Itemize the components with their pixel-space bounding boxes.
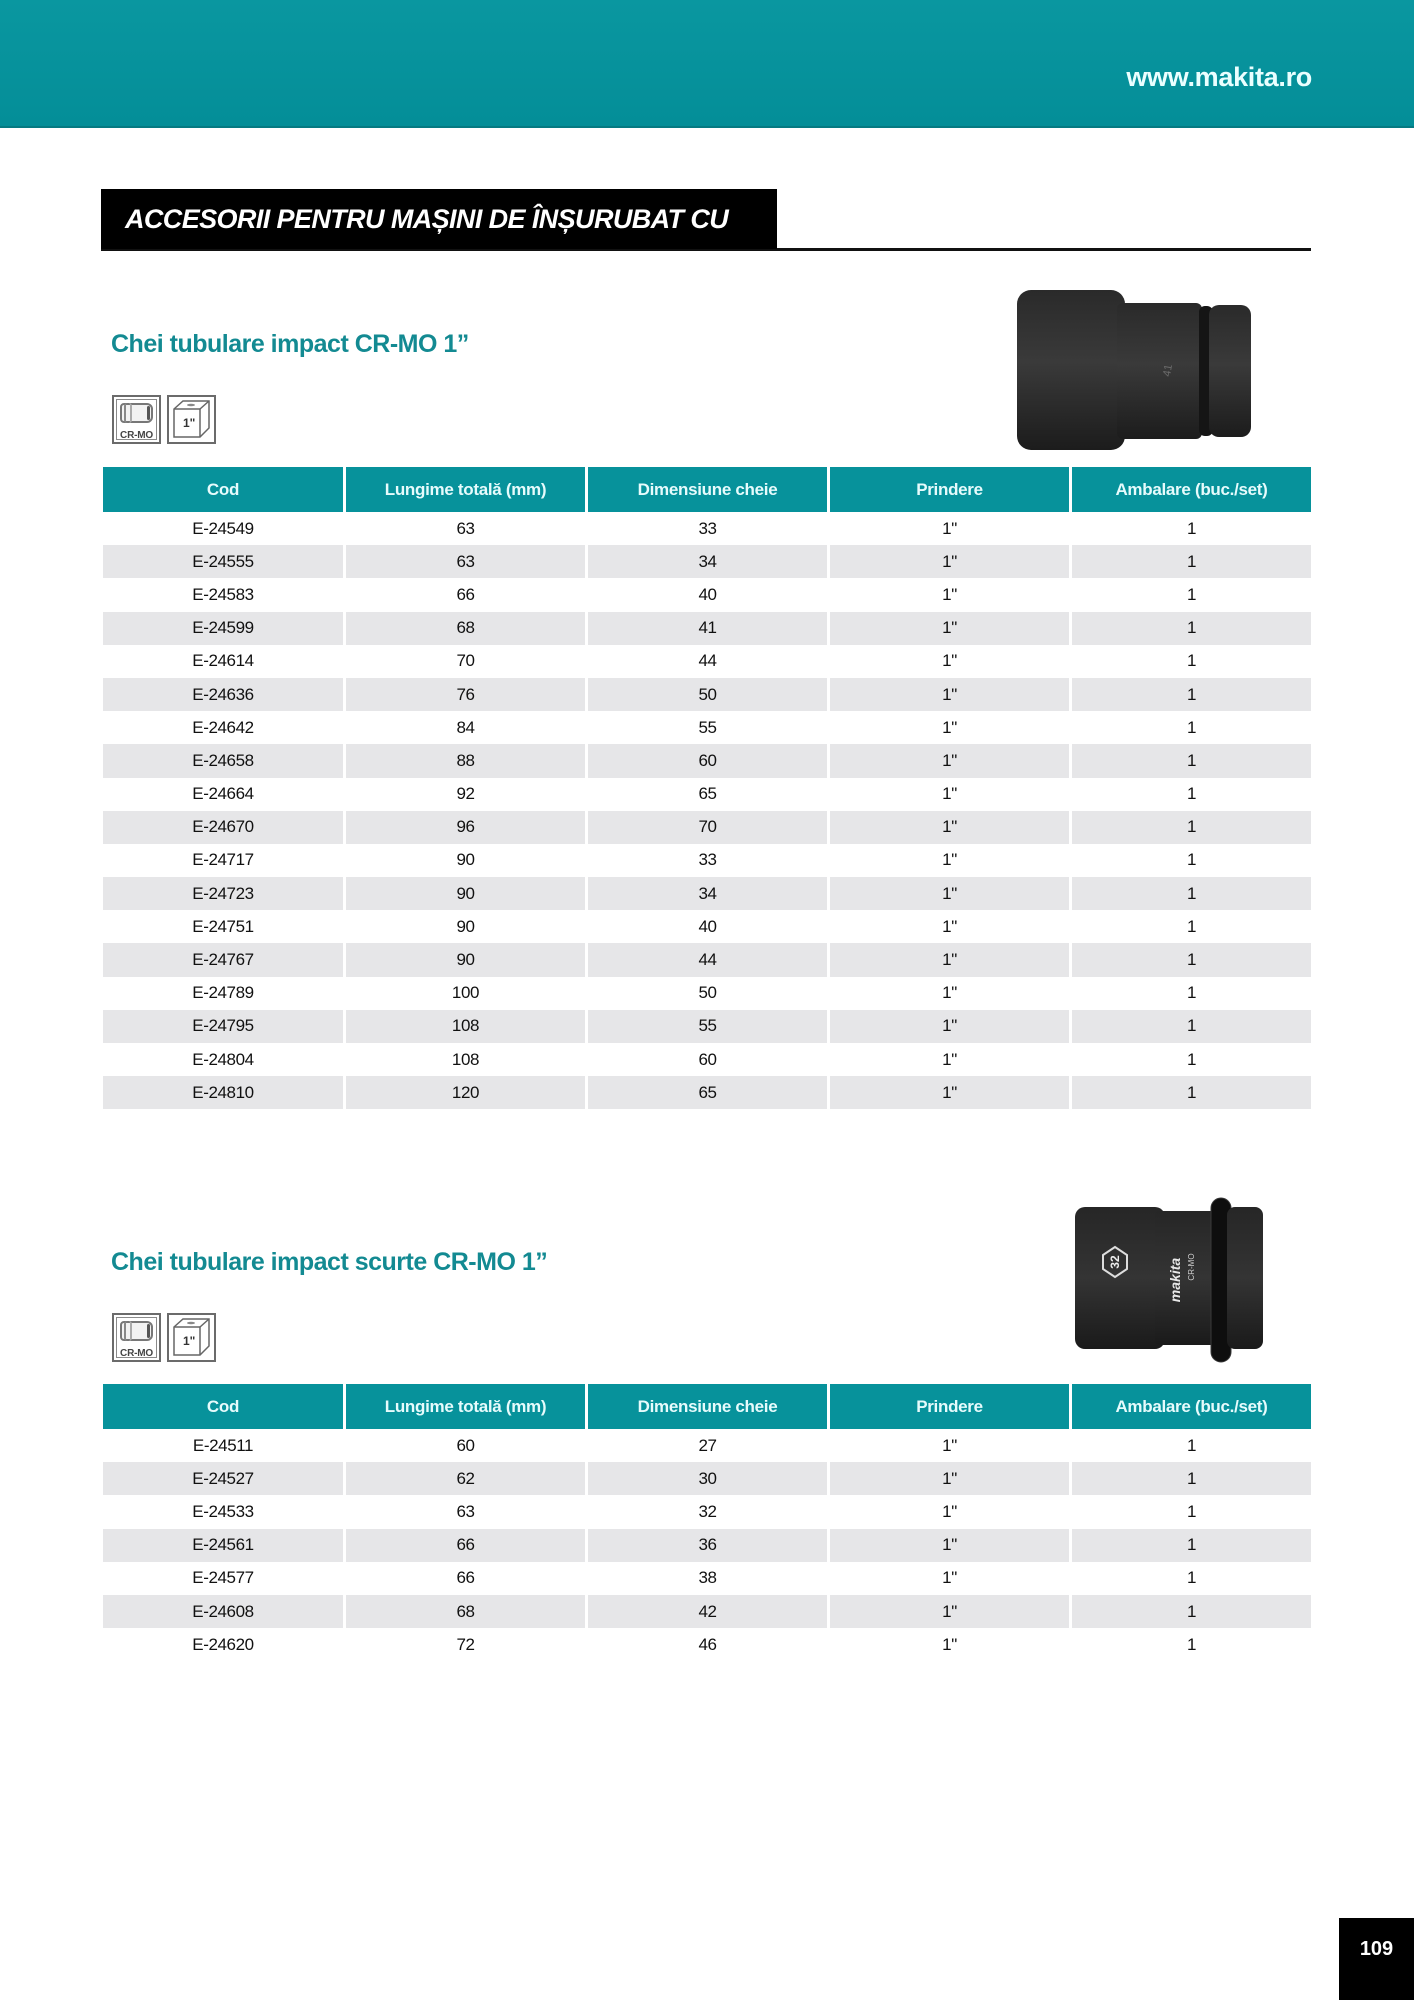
table-row bbox=[103, 977, 1311, 1010]
cell-cod: E-24751 bbox=[103, 910, 346, 943]
cell-lungime: 88 bbox=[346, 744, 588, 777]
table-row bbox=[103, 877, 1311, 910]
cell-lungime: 63 bbox=[346, 512, 588, 545]
cell-dimensiune: 32 bbox=[588, 1495, 830, 1528]
table-row bbox=[103, 910, 1311, 943]
cell-cod: E-24670 bbox=[103, 811, 346, 844]
cell-lungime: 72 bbox=[346, 1628, 588, 1661]
cell-ambalare: 1 bbox=[1072, 811, 1311, 844]
table-row bbox=[103, 1628, 1311, 1661]
cell-dimensiune: 41 bbox=[588, 612, 830, 645]
column-header-lungime: Lungime totală (mm) bbox=[346, 467, 588, 512]
cell-prindere: 1" bbox=[830, 844, 1072, 877]
cell-prindere: 1" bbox=[830, 578, 1072, 611]
table-row bbox=[103, 1010, 1311, 1043]
cell-prindere: 1" bbox=[830, 778, 1072, 811]
table-row bbox=[103, 1562, 1311, 1595]
cell-lungime: 60 bbox=[346, 1429, 588, 1462]
cell-cod: E-24664 bbox=[103, 778, 346, 811]
spec-table-long-sockets bbox=[103, 467, 1311, 1109]
cell-lungime: 90 bbox=[346, 844, 588, 877]
cell-lungime: 90 bbox=[346, 943, 588, 976]
cell-prindere: 1" bbox=[830, 612, 1072, 645]
cell-lungime: 68 bbox=[346, 612, 588, 645]
cell-dimensiune: 42 bbox=[588, 1595, 830, 1628]
table-row bbox=[103, 1495, 1311, 1528]
cell-lungime: 76 bbox=[346, 678, 588, 711]
cell-dimensiune: 33 bbox=[588, 844, 830, 877]
cell-dimensiune: 55 bbox=[588, 711, 830, 744]
cell-lungime: 84 bbox=[346, 711, 588, 744]
spec-table-short-sockets bbox=[103, 1384, 1311, 1661]
cell-cod: E-24642 bbox=[103, 711, 346, 744]
cell-prindere: 1" bbox=[830, 1529, 1072, 1562]
cell-dimensiune: 30 bbox=[588, 1462, 830, 1495]
table-row bbox=[103, 778, 1311, 811]
column-header-cod: Cod bbox=[103, 1384, 346, 1429]
cell-prindere: 1" bbox=[830, 910, 1072, 943]
cell-cod: E-24810 bbox=[103, 1076, 346, 1109]
cell-dimensiune: 50 bbox=[588, 678, 830, 711]
table-header-row bbox=[103, 1384, 1311, 1429]
cell-prindere: 1" bbox=[830, 545, 1072, 578]
cell-dimensiune: 65 bbox=[588, 1076, 830, 1109]
table-row bbox=[103, 811, 1311, 844]
table-row bbox=[103, 1462, 1311, 1495]
cell-cod: E-24636 bbox=[103, 678, 346, 711]
cell-cod: E-24620 bbox=[103, 1628, 346, 1661]
svg-text:makita: makita bbox=[1167, 1257, 1183, 1303]
cell-ambalare: 1 bbox=[1072, 1462, 1311, 1495]
cr-mo-socket-icon: CR-MO bbox=[112, 1313, 161, 1362]
table-row bbox=[103, 744, 1311, 777]
cell-ambalare: 1 bbox=[1072, 1562, 1311, 1595]
square-drive-cube-icon: 1" bbox=[167, 395, 216, 444]
table-row bbox=[103, 645, 1311, 678]
cell-lungime: 66 bbox=[346, 1562, 588, 1595]
cell-ambalare: 1 bbox=[1072, 645, 1311, 678]
cell-dimensiune: 65 bbox=[588, 778, 830, 811]
page-number: 109 bbox=[1339, 1918, 1414, 2000]
cr-mo-socket-icon: CR-MO bbox=[112, 395, 161, 444]
cell-cod: E-24511 bbox=[103, 1429, 346, 1462]
table-row bbox=[103, 943, 1311, 976]
cell-dimensiune: 44 bbox=[588, 645, 830, 678]
cell-prindere: 1" bbox=[830, 1010, 1072, 1043]
cell-cod: E-24527 bbox=[103, 1462, 346, 1495]
column-header-ambalare: Ambalare (buc./set) bbox=[1072, 467, 1311, 512]
cell-dimensiune: 34 bbox=[588, 877, 830, 910]
cell-prindere: 1" bbox=[830, 1562, 1072, 1595]
cell-ambalare: 1 bbox=[1072, 1010, 1311, 1043]
cell-lungime: 63 bbox=[346, 1495, 588, 1528]
cell-cod: E-24717 bbox=[103, 844, 346, 877]
cell-lungime: 100 bbox=[346, 977, 588, 1010]
cell-dimensiune: 40 bbox=[588, 910, 830, 943]
column-header-prindere: Prindere bbox=[830, 467, 1072, 512]
cell-cod: E-24555 bbox=[103, 545, 346, 578]
cell-lungime: 62 bbox=[346, 1462, 588, 1495]
column-header-dimensiune: Dimensiune cheie bbox=[588, 1384, 830, 1429]
cell-ambalare: 1 bbox=[1072, 1495, 1311, 1528]
cell-cod: E-24767 bbox=[103, 943, 346, 976]
cell-ambalare: 1 bbox=[1072, 1529, 1311, 1562]
cell-lungime: 90 bbox=[346, 910, 588, 943]
feature-badges bbox=[112, 395, 216, 444]
cell-ambalare: 1 bbox=[1072, 844, 1311, 877]
column-header-dimensiune: Dimensiune cheie bbox=[588, 467, 830, 512]
cell-prindere: 1" bbox=[830, 1462, 1072, 1495]
cell-ambalare: 1 bbox=[1072, 744, 1311, 777]
cell-ambalare: 1 bbox=[1072, 1595, 1311, 1628]
column-header-ambalare: Ambalare (buc./set) bbox=[1072, 1384, 1311, 1429]
cell-prindere: 1" bbox=[830, 877, 1072, 910]
cell-cod: E-24549 bbox=[103, 512, 346, 545]
table-row bbox=[103, 1043, 1311, 1076]
feature-badges bbox=[112, 1313, 216, 1362]
cell-prindere: 1" bbox=[830, 1043, 1072, 1076]
table-row bbox=[103, 1595, 1311, 1628]
column-header-cod: Cod bbox=[103, 467, 346, 512]
cell-lungime: 70 bbox=[346, 645, 588, 678]
cell-cod: E-24789 bbox=[103, 977, 346, 1010]
cell-cod: E-24533 bbox=[103, 1495, 346, 1528]
table-row bbox=[103, 844, 1311, 877]
table-row bbox=[103, 678, 1311, 711]
cell-ambalare: 1 bbox=[1072, 977, 1311, 1010]
cell-ambalare: 1 bbox=[1072, 512, 1311, 545]
cell-prindere: 1" bbox=[830, 1429, 1072, 1462]
column-header-prindere: Prindere bbox=[830, 1384, 1072, 1429]
cell-prindere: 1" bbox=[830, 977, 1072, 1010]
cell-ambalare: 1 bbox=[1072, 910, 1311, 943]
cell-prindere: 1" bbox=[830, 1628, 1072, 1661]
cell-ambalare: 1 bbox=[1072, 678, 1311, 711]
cell-cod: E-24804 bbox=[103, 1043, 346, 1076]
cell-dimensiune: 40 bbox=[588, 578, 830, 611]
cell-lungime: 96 bbox=[346, 811, 588, 844]
site-url-link[interactable]: www.makita.ro bbox=[1126, 62, 1312, 92]
cell-dimensiune: 60 bbox=[588, 744, 830, 777]
table-row bbox=[103, 1529, 1311, 1562]
header-band bbox=[0, 0, 1414, 128]
cell-ambalare: 1 bbox=[1072, 1043, 1311, 1076]
cell-ambalare: 1 bbox=[1072, 943, 1311, 976]
cell-prindere: 1" bbox=[830, 711, 1072, 744]
cell-dimensiune: 70 bbox=[588, 811, 830, 844]
cell-prindere: 1" bbox=[830, 744, 1072, 777]
cell-cod: E-24795 bbox=[103, 1010, 346, 1043]
cell-ambalare: 1 bbox=[1072, 1429, 1311, 1462]
cell-lungime: 108 bbox=[346, 1010, 588, 1043]
cell-lungime: 120 bbox=[346, 1076, 588, 1109]
cell-dimensiune: 33 bbox=[588, 512, 830, 545]
square-drive-cube-icon: 1" bbox=[167, 1313, 216, 1362]
product-title-short-sockets: Chei tubulare impact scurte CR-MO 1” bbox=[111, 1248, 548, 1276]
cell-cod: E-24608 bbox=[103, 1595, 346, 1628]
cell-dimensiune: 44 bbox=[588, 943, 830, 976]
cell-prindere: 1" bbox=[830, 645, 1072, 678]
table-body bbox=[103, 1429, 1311, 1661]
table-row bbox=[103, 1076, 1311, 1109]
cell-ambalare: 1 bbox=[1072, 711, 1311, 744]
table-row bbox=[103, 711, 1311, 744]
product-title-long-sockets: Chei tubulare impact CR-MO 1” bbox=[111, 330, 469, 358]
table-row bbox=[103, 1429, 1311, 1462]
table-row bbox=[103, 612, 1311, 645]
table-row bbox=[103, 545, 1311, 578]
cell-lungime: 90 bbox=[346, 877, 588, 910]
cell-prindere: 1" bbox=[830, 512, 1072, 545]
impact-socket-long-icon bbox=[1012, 285, 1252, 460]
table-body bbox=[103, 512, 1311, 1109]
cell-ambalare: 1 bbox=[1072, 1076, 1311, 1109]
cell-lungime: 108 bbox=[346, 1043, 588, 1076]
table-header-row bbox=[103, 467, 1311, 512]
cell-dimensiune: 36 bbox=[588, 1529, 830, 1562]
cell-cod: E-24561 bbox=[103, 1529, 346, 1562]
cell-ambalare: 1 bbox=[1072, 612, 1311, 645]
cell-dimensiune: 46 bbox=[588, 1628, 830, 1661]
cell-cod: E-24583 bbox=[103, 578, 346, 611]
cell-lungime: 92 bbox=[346, 778, 588, 811]
cell-lungime: 68 bbox=[346, 1595, 588, 1628]
cell-dimensiune: 60 bbox=[588, 1043, 830, 1076]
cell-ambalare: 1 bbox=[1072, 578, 1311, 611]
cell-prindere: 1" bbox=[830, 1595, 1072, 1628]
column-header-lungime: Lungime totală (mm) bbox=[346, 1384, 588, 1429]
cell-prindere: 1" bbox=[830, 943, 1072, 976]
svg-text:32: 32 bbox=[1108, 1255, 1122, 1269]
svg-text:CR-MO: CR-MO bbox=[1187, 1253, 1196, 1281]
cell-prindere: 1" bbox=[830, 1495, 1072, 1528]
cell-dimensiune: 27 bbox=[588, 1429, 830, 1462]
cell-ambalare: 1 bbox=[1072, 545, 1311, 578]
cell-ambalare: 1 bbox=[1072, 877, 1311, 910]
table-row bbox=[103, 578, 1311, 611]
cell-dimensiune: 55 bbox=[588, 1010, 830, 1043]
cell-ambalare: 1 bbox=[1072, 1628, 1311, 1661]
cell-cod: E-24599 bbox=[103, 612, 346, 645]
cell-cod: E-24658 bbox=[103, 744, 346, 777]
cell-lungime: 63 bbox=[346, 545, 588, 578]
cell-cod: E-24614 bbox=[103, 645, 346, 678]
cell-cod: E-24723 bbox=[103, 877, 346, 910]
impact-socket-short-icon bbox=[1075, 1195, 1265, 1370]
cell-dimensiune: 50 bbox=[588, 977, 830, 1010]
cell-ambalare: 1 bbox=[1072, 778, 1311, 811]
cell-prindere: 1" bbox=[830, 678, 1072, 711]
cell-cod: E-24577 bbox=[103, 1562, 346, 1595]
cell-prindere: 1" bbox=[830, 811, 1072, 844]
svg-text:41: 41 bbox=[1161, 363, 1176, 378]
cell-dimensiune: 38 bbox=[588, 1562, 830, 1595]
cell-prindere: 1" bbox=[830, 1076, 1072, 1109]
table-row bbox=[103, 512, 1311, 545]
cell-lungime: 66 bbox=[346, 578, 588, 611]
section-header bbox=[101, 189, 1311, 294]
section-title: ACCESORII PENTRU MAȘINI DE ÎNȘURUBAT CU IMPACT bbox=[101, 189, 777, 249]
cell-dimensiune: 34 bbox=[588, 545, 830, 578]
cell-lungime: 66 bbox=[346, 1529, 588, 1562]
